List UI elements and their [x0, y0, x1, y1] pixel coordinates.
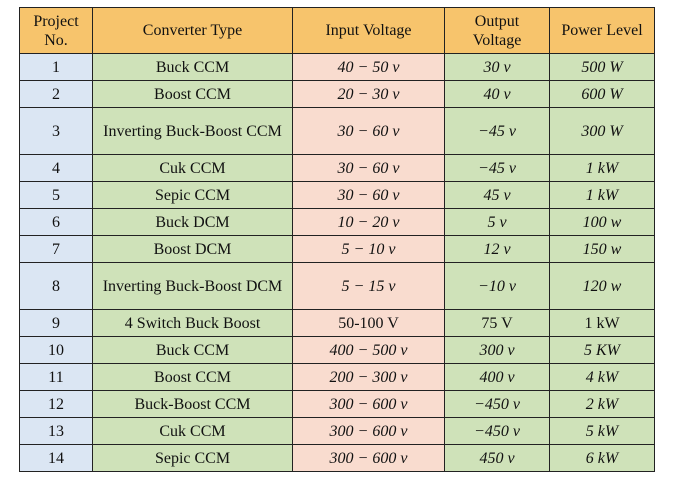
output-voltage-cell: −10 v: [445, 263, 550, 310]
table-row: [20, 364, 655, 391]
converter-type-cell: Boost DCM: [93, 236, 293, 263]
converter-type-cell: Boost CCM: [93, 364, 293, 391]
power-level-cell: 1 kW: [550, 155, 655, 182]
converter-type-cell: Sepic CCM: [93, 445, 293, 472]
output-voltage-cell: 450 v: [445, 445, 550, 472]
input-voltage-cell: 5 − 10 v: [293, 236, 445, 263]
input-voltage-cell: 300 − 600 v: [293, 418, 445, 445]
converter-type-cell: Buck DCM: [93, 209, 293, 236]
power-level-cell: 150 w: [550, 236, 655, 263]
output-voltage-cell: 12 v: [445, 236, 550, 263]
power-level-cell: 2 kW: [550, 391, 655, 418]
table-row: [20, 445, 655, 472]
input-voltage-cell: 300 − 600 v: [293, 445, 445, 472]
table-row: [20, 337, 655, 364]
converter-type-cell: Buck CCM: [93, 337, 293, 364]
power-level-cell: 600 W: [550, 81, 655, 108]
project-no-cell: 2: [20, 81, 93, 108]
converter-type-cell: Inverting Buck-Boost CCM: [93, 108, 293, 155]
header-project-no: Project No.: [20, 8, 93, 54]
input-voltage-cell: 30 − 60 v: [293, 182, 445, 209]
table-row: [20, 236, 655, 263]
output-voltage-cell: 30 v: [445, 54, 550, 81]
project-no-cell: 9: [20, 310, 93, 337]
table-row: [20, 54, 655, 81]
converter-type-cell: Buck-Boost CCM: [93, 391, 293, 418]
converter-type-cell: 4 Switch Buck Boost: [93, 310, 293, 337]
power-level-cell: 1 kW: [550, 182, 655, 209]
project-no-cell: 12: [20, 391, 93, 418]
header-output-voltage: Output Voltage: [445, 8, 550, 54]
power-level-cell: 300 W: [550, 108, 655, 155]
converter-spec-table: [19, 7, 655, 472]
power-level-cell: 1 kW: [550, 310, 655, 337]
header-input-voltage: Input Voltage: [293, 8, 445, 54]
power-level-cell: 500 W: [550, 54, 655, 81]
table-row: [20, 418, 655, 445]
project-no-cell: 5: [20, 182, 93, 209]
power-level-cell: 6 kW: [550, 445, 655, 472]
power-level-cell: 5 kW: [550, 418, 655, 445]
project-no-cell: 14: [20, 445, 93, 472]
project-no-cell: 1: [20, 54, 93, 81]
input-voltage-cell: 5 − 15 v: [293, 263, 445, 310]
output-voltage-cell: 45 v: [445, 182, 550, 209]
output-voltage-cell: −45 v: [445, 108, 550, 155]
output-voltage-cell: −450 v: [445, 391, 550, 418]
input-voltage-cell: 50-100 V: [293, 310, 445, 337]
table-header-row: [20, 8, 655, 54]
output-voltage-cell: −450 v: [445, 418, 550, 445]
input-voltage-cell: 400 − 500 v: [293, 337, 445, 364]
table-body: [20, 54, 655, 472]
output-voltage-cell: 400 v: [445, 364, 550, 391]
output-voltage-cell: 75 V: [445, 310, 550, 337]
input-voltage-cell: 200 − 300 v: [293, 364, 445, 391]
project-no-cell: 4: [20, 155, 93, 182]
table-row: [20, 391, 655, 418]
converter-type-cell: Boost CCM: [93, 81, 293, 108]
project-no-cell: 8: [20, 263, 93, 310]
output-voltage-cell: 300 v: [445, 337, 550, 364]
project-no-cell: 7: [20, 236, 93, 263]
project-no-cell: 6: [20, 209, 93, 236]
table-row: [20, 108, 655, 155]
power-level-cell: 120 w: [550, 263, 655, 310]
input-voltage-cell: 20 − 30 v: [293, 81, 445, 108]
power-level-cell: 100 w: [550, 209, 655, 236]
converter-type-cell: Inverting Buck-Boost DCM: [93, 263, 293, 310]
table-row: [20, 155, 655, 182]
header-converter-type: Converter Type: [93, 8, 293, 54]
input-voltage-cell: 30 − 60 v: [293, 108, 445, 155]
table-row: [20, 81, 655, 108]
project-no-cell: 10: [20, 337, 93, 364]
table-row: [20, 209, 655, 236]
output-voltage-cell: 40 v: [445, 81, 550, 108]
project-no-cell: 13: [20, 418, 93, 445]
table-row: [20, 182, 655, 209]
power-level-cell: 4 kW: [550, 364, 655, 391]
project-no-cell: 11: [20, 364, 93, 391]
converter-type-cell: Buck CCM: [93, 54, 293, 81]
converter-type-cell: Sepic CCM: [93, 182, 293, 209]
input-voltage-cell: 40 − 50 v: [293, 54, 445, 81]
table-row: [20, 310, 655, 337]
input-voltage-cell: 30 − 60 v: [293, 155, 445, 182]
converter-type-cell: Cuk CCM: [93, 418, 293, 445]
table-row: [20, 263, 655, 310]
project-no-cell: 3: [20, 108, 93, 155]
output-voltage-cell: 5 v: [445, 209, 550, 236]
header-power-level: Power Level: [550, 8, 655, 54]
input-voltage-cell: 10 − 20 v: [293, 209, 445, 236]
input-voltage-cell: 300 − 600 v: [293, 391, 445, 418]
output-voltage-cell: −45 v: [445, 155, 550, 182]
converter-type-cell: Cuk CCM: [93, 155, 293, 182]
power-level-cell: 5 KW: [550, 337, 655, 364]
